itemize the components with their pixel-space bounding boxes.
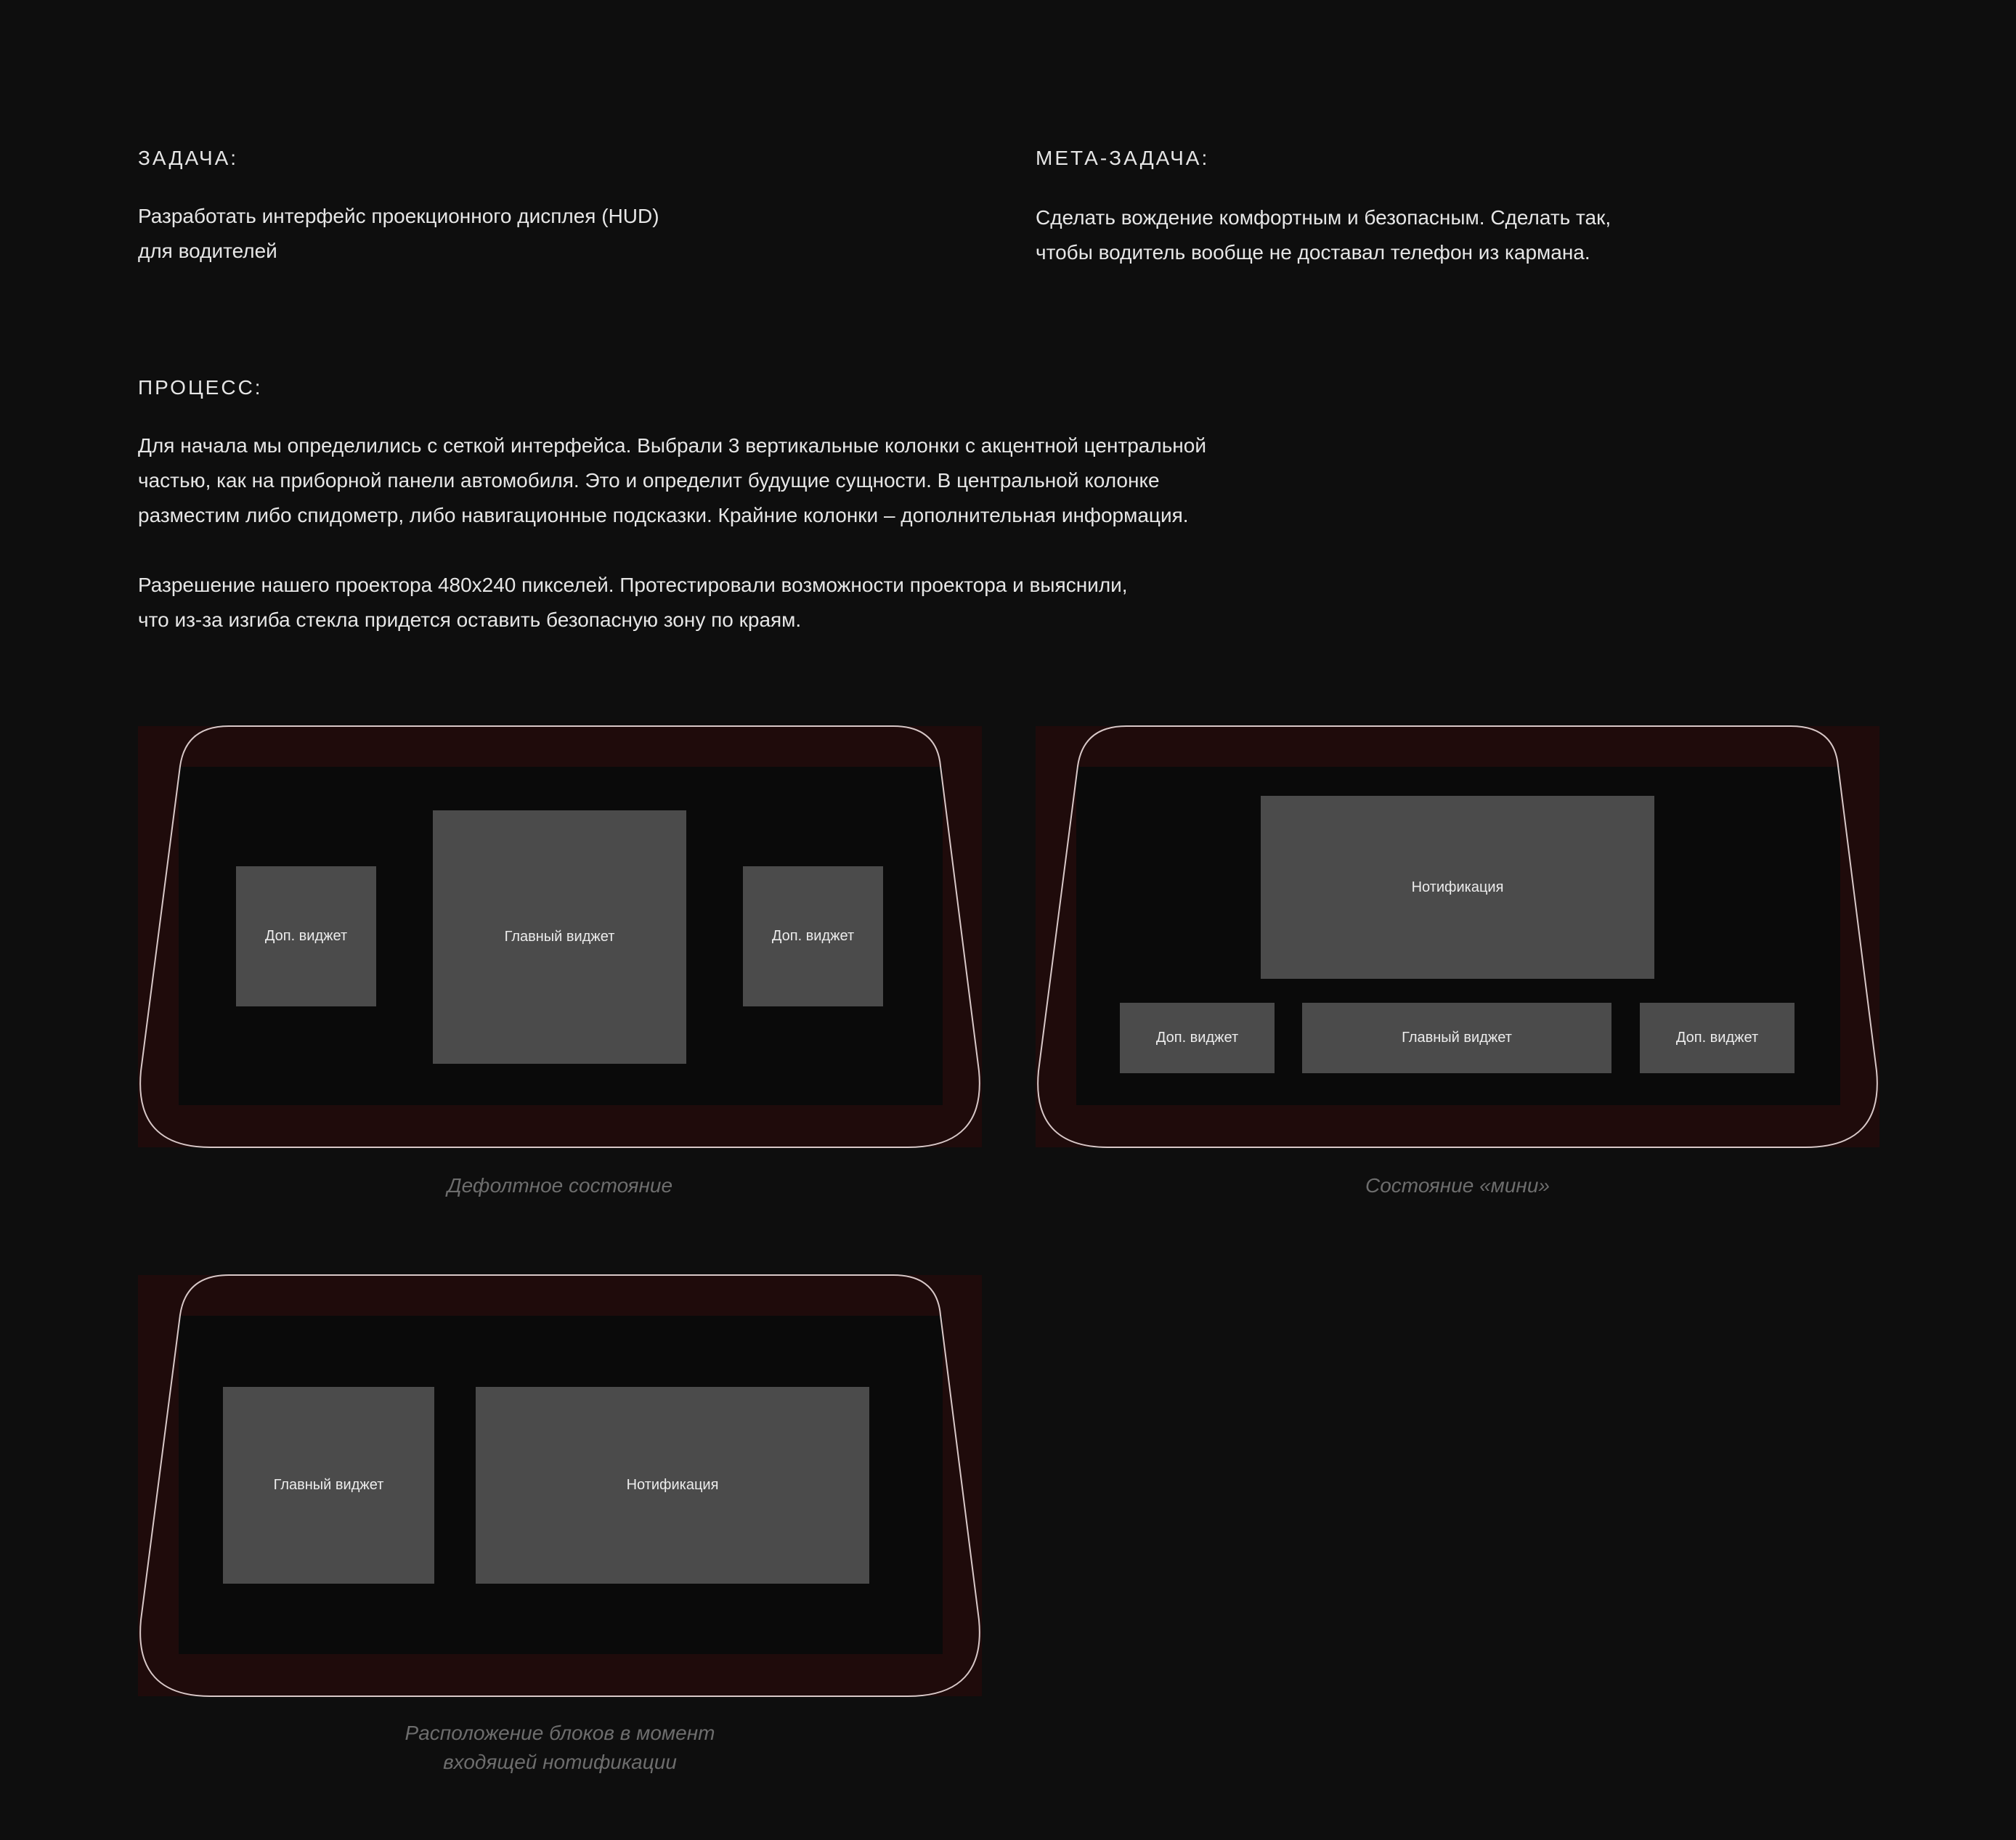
process-paragraph-1: Для начала мы определились с сеткой интерфейса. Выбрали 3 вертикальные колонки с акцентной центральной частью, как на приборной панели автомобиля. Это и определит будущие сущности. В центральной колонке разместим либо спидометр, либо навигационные подсказки. Крайние колонки – дополнительная информация.: [138, 434, 1206, 526]
meta-task-title: МЕТА-ЗАДАЧА:: [1036, 147, 1210, 169]
meta-task-text: Сделать вождение комфортным и безопасным. Сделать так, чтобы водитель вообще не доставал телефон из кармана.: [1036, 206, 1611, 264]
caption-notification: Расположение блоков в момент входящей нотификации: [405, 1722, 715, 1773]
task-text: Разработать интерфейс проекционного дисплея (HUD) для водителей: [138, 205, 659, 262]
hud-diagram-mini: [1036, 726, 1879, 1147]
notification-widget: Нотификация: [1261, 796, 1654, 979]
side-widget-right: Доп. виджет: [1640, 1003, 1795, 1073]
task-title: ЗАДАЧА:: [138, 147, 239, 169]
caption-default: Дефолтное состояние: [447, 1174, 673, 1197]
hud-diagram-default: [138, 726, 982, 1147]
side-widget-right: Доп. виджет: [743, 866, 883, 1006]
process-paragraph-2: Разрешение нашего проектора 480x240 пикселей. Протестировали возможности проектора и выяснили, что из-за изгиба стекла придется оставить безопасную зону по краям.: [138, 574, 1128, 631]
side-widget-left: Доп. виджет: [236, 866, 376, 1006]
caption-mini: Состояние «мини»: [1365, 1174, 1550, 1197]
main-widget: Главный виджет: [223, 1387, 434, 1584]
main-widget: Главный виджет: [433, 810, 686, 1064]
main-widget: Главный виджет: [1302, 1003, 1611, 1073]
notification-widget: Нотификация: [476, 1387, 869, 1584]
process-title: ПРОЦЕСС:: [138, 376, 263, 399]
hud-diagram-notification: [138, 1275, 982, 1696]
side-widget-left: Доп. виджет: [1120, 1003, 1275, 1073]
